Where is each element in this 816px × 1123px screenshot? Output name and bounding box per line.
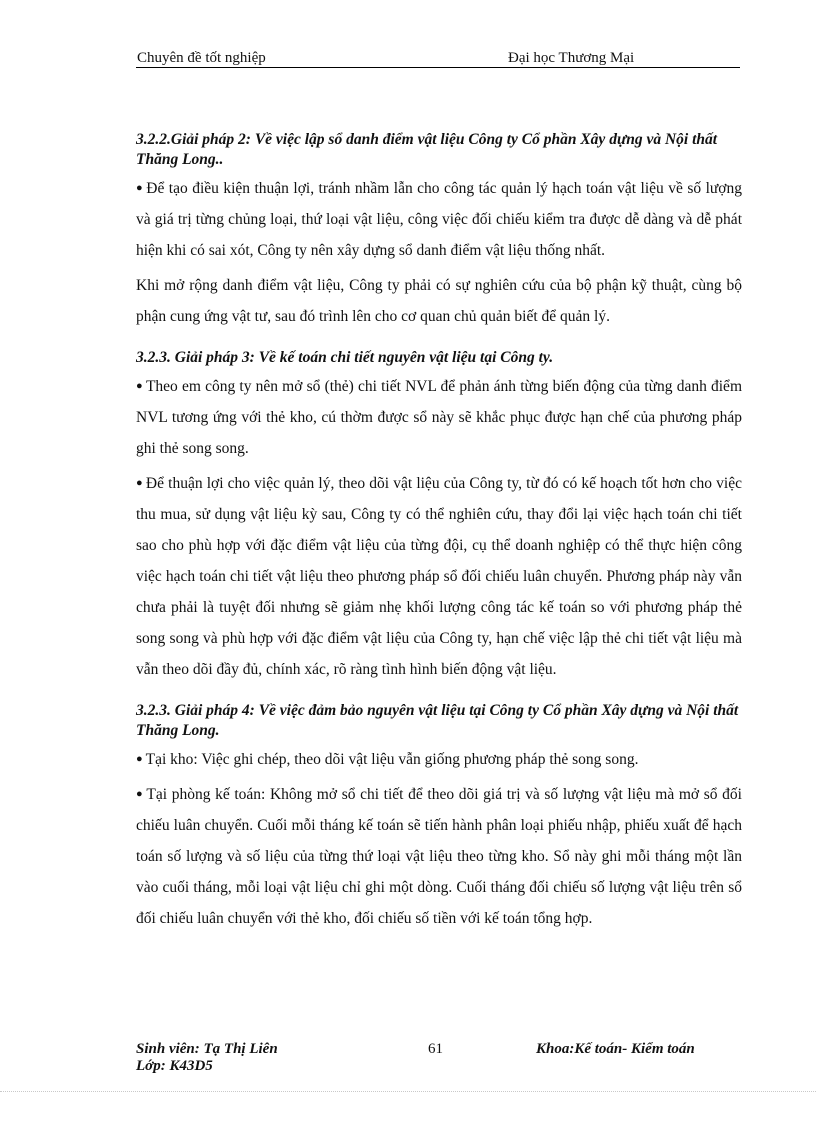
- paragraph: [136, 173, 742, 266]
- paragraph-text: Tại kho: Việc ghi chép, theo dõi vật liệu vẫn giống phương pháp thẻ song song.: [145, 751, 639, 768]
- bullet-icon: ●: [136, 380, 143, 392]
- paragraph-text: Tại phòng kế toán: Không mở sổ chi tiết để theo dõi giá trị và số lượng vật liệu mà mở sổ đối chiếu luân chuyển. Cuối mỗi tháng kế toán sẽ tiến hành phân loại phiếu nhập, phiếu xuất để hạch toán số lượng và số liệu của từng thứ loại vật liệu theo từng kho. Sổ này ghi mỗi tháng một lần vào cuối tháng, mỗi loại vật liệu chỉ ghi một dòng. Cuối tháng đối chiếu số lượng vật liệu trên sổ đối chiếu luân chuyển với thẻ kho, đối chiếu số tiền với kế toán tổng hợp.: [136, 786, 742, 927]
- paragraph: [136, 371, 742, 464]
- paragraph: [136, 270, 742, 332]
- bullet-icon: ●: [136, 477, 143, 489]
- section-heading: 3.2.3. Giải pháp 4: Về việc đảm bảo nguyên vật liệu tại Công ty Cổ phần Xây dựng và Nội thất Thăng Long.: [136, 702, 739, 739]
- footer-faculty: Khoa:Kế toán- Kiểm toán: [536, 1041, 695, 1057]
- section-giai-phap-4: [136, 701, 742, 934]
- footer-class: Lớp: K43D5: [136, 1058, 213, 1074]
- header-left: Chuyên đề tốt nghiệp: [137, 50, 266, 66]
- paragraph: [136, 744, 742, 775]
- section-heading: 3.2.2.Giải pháp 2: Về việc lập sổ danh điểm vật liệu Công ty Cổ phần Xây dựng và Nội thất Thăng Long..: [136, 131, 718, 168]
- page-break-line: [0, 1091, 816, 1092]
- paragraph: [136, 779, 742, 934]
- bullet-icon: ●: [136, 753, 143, 765]
- section-giai-phap-2: [136, 130, 742, 332]
- paragraph-text: Để thuận lợi cho việc quản lý, theo dõi vật liệu của Công ty, từ đó có kế hoạch tốt hơn cho việc thu mua, sử dụng vật liệu kỳ sau, Công ty có thể nghiên cứu, thay đổi lại việc hạch toán chi tiết sao cho phù hợp với đặc điểm vật liệu của từng đội, cụ thể doanh nghiệp có thể thực hiện công việc hạch toán chi tiết vật liệu theo phương pháp sổ đối chiếu luân chuyển. Phương pháp này vẫn chưa phải là tuyệt đối nhưng sẽ giảm nhẹ khối lượng công tác kế toán so với phương pháp thẻ song song và phù hợp với đặc điểm vật liệu của Công ty, hạn chế việc lập thẻ chi tiết vật liệu mà vẫn theo dõi đầy đủ, chính xác, rõ ràng tình hình biến động vật liệu.: [136, 475, 742, 678]
- section-giai-phap-3: [136, 348, 742, 685]
- paragraph-text: Để tạo điều kiện thuận lợi, tránh nhầm lẫn cho công tác quản lý hạch toán vật liệu về số lượng và giá trị từng chủng loại, thứ loại vật liệu, công việc đối chiếu kiểm tra được dễ dàng và dễ phát hiện khi có sai xót, Công ty nên xây dựng sổ danh điểm vật liệu thống nhất.: [136, 180, 743, 259]
- bullet-icon: ●: [136, 788, 144, 800]
- paragraph: [136, 468, 742, 685]
- header-right: Đại học Thương Mại: [508, 50, 635, 66]
- bullet-icon: ●: [136, 182, 144, 194]
- page-number: 61: [428, 1041, 443, 1057]
- document-body: [136, 130, 742, 950]
- header-rule: [136, 67, 740, 68]
- footer-student: Sinh viên: Tạ Thị Liên: [136, 1041, 278, 1057]
- paragraph-text: Khi mở rộng danh điểm vật liệu, Công ty phải có sự nghiên cứu của bộ phận kỹ thuật, cùng bộ phận cung ứng vật tư, sau đó trình lên cho cơ quan chủ quản biết để quản lý.: [136, 277, 742, 325]
- section-heading: 3.2.3. Giải pháp 3: Về kế toán chi tiết nguyên vật liệu tại Công ty.: [136, 349, 554, 366]
- paragraph-text: Theo em công ty nên mở sổ (thẻ) chi tiết NVL để phản ánh từng biến động của từng danh điểm NVL tương ứng với thẻ kho, cú thờm được sổ này sẽ khắc phục được hạn chế của phương pháp ghi thẻ song song.: [136, 378, 742, 457]
